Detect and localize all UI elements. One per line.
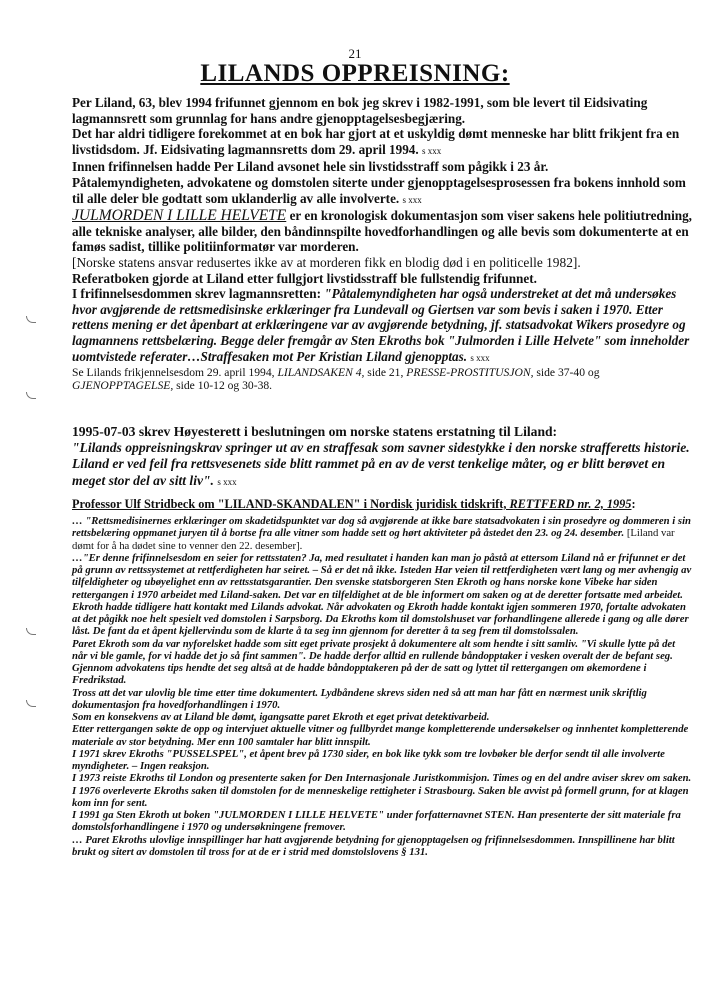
intro-paragraph-2-text: Det har aldri tidligere forekommet at en bok har gjort at et uskyldig dømt menneske har blitt frikjent fra en livstidsdom. Jf. Eidsivating lagmannsretts dom 29. april 1994. <box>72 126 680 157</box>
source-marker: s xxx <box>422 145 442 156</box>
ref-title-2: PRESSE-PROSTITUSJON, <box>406 366 534 380</box>
heading-colon: : <box>631 497 636 511</box>
stridbeck-heading <box>72 497 692 512</box>
verdict-intro: I frifinnelsesdommen skrev lagmannsretten: <box>72 286 325 302</box>
ref-text: side 37-40 og <box>533 366 600 380</box>
intro-paragraph-7 <box>72 286 692 366</box>
stridbeck-quote-7: I 1971 skrev Ekroths "PUSSELSPEL", et åpent brev på 1730 sider, en bok like tykk som tre lovbøker ble derfor sendt til alle involverte myndigheter. – Ingen reaksjon. <box>72 747 665 772</box>
binding-hole-mark <box>26 628 36 635</box>
bracket-note: [Norske statens ansvar redusertes ikke av at morderen fikk en blodig død i en politicelle 1982]. <box>72 254 581 270</box>
source-marker: s xxx <box>470 352 490 363</box>
stridbeck-quote-9: I 1976 overleverte Ekroths saken til domstolen for de menneskelige rettigheter i Strasbourg. Saken ble avvist på formell grunn, for at klagen kom inn for sent. <box>72 784 689 809</box>
intro-paragraph-2 <box>72 126 692 159</box>
stridbeck-quote-11: … Paret Ekroths ulovlige innspillinger har hatt avgjørende betydning for gjenopptagelsen og frifinnelsesdommen. Innspillinene har blitt brukt og sitert av domstolen til tross for at de er i strid med domstolslovens § 131. <box>72 833 675 858</box>
journal-title: RETTFERD nr. 2, 1995 <box>509 497 632 511</box>
source-marker: s xxx <box>217 476 237 487</box>
intro-paragraph-4-text: Påtalemyndigheten, advokatene og domstolen siterte under gjenopptagelsesprosessen fra bokens innhold som til alle deler ble godtatt som uklanderlig av alle involverte. <box>72 174 686 206</box>
hoyesterett-section <box>72 424 692 490</box>
quote-text: … "Rettsmedisinernes erklæringer om skadetidspunktet var dog så avgjørende at ikke bare statsadvokaten i sin prosedyre og dommeren i sin rettsbelæring oppmanet juryen til å bortse fra alle vitner som hadde sett og hørt aktiviteter på åstedet den 23. og 24. desember. <box>72 515 691 540</box>
hoyesterett-line: 1995-07-03 skrev Høyesterett i beslutningen om norske statens erstatning til Liland: <box>72 424 558 439</box>
hoyesterett-quote-paragraph <box>72 440 692 490</box>
intro-paragraph-3: Innen frifinnelsen hadde Per Liland avsonet hele sin livstidsstraff som pågikk i 23 år. <box>72 159 549 175</box>
intro-paragraph-4 <box>72 175 692 208</box>
quote-bracket: [Liland var dømt for å ha dødet sine to venner den 22. desember]. <box>72 527 675 552</box>
stridbeck-quote-3: Paret Ekroth som da var nyforelsket hadde som sitt eget private prosjekt å dokumentere alt som hendte i sitt samliv. "Vi skulle lytte på det når vi ble gamle, for vi hadde det jo så fint sammen". De hadde derfor alltid en rullende båndopptaker i vesken overalt der de befant seg. Gjennom advokatens tips hendte det seg altså at de hadde båndopptakeren på der de satt og lyttet til rettergangen om økemordene i Fredrikstad. <box>72 637 676 687</box>
stridbeck-quote-1 <box>72 515 692 552</box>
stridbeck-quote-10: I 1991 ga Sten Ekroth ut boken "JULMORDEN I LILLE HELVETE" under forfatternavnet STEN. Han presenterte der sitt materiale fra domstolsforhandlingene i 1970 og undersøkningene fremover. <box>72 809 681 834</box>
intro-paragraph-5-text: er en kronologisk dokumentasjon som viser sakens hele politiutredning, alle tekniske analyser, alle bilder, den båndinnspilte hovedforhandlingen og alle bevis som dokumenterte at en famøs sadist, tillike politiinformatør var morderen. <box>72 208 692 255</box>
stridbeck-quote-5: Som en konsekvens av at Liland ble dømt, igangsatte paret Ekroth et eget privat detektivarbeid. <box>72 711 490 723</box>
stridbeck-quote-8: I 1973 reiste Ekroths til London og presenterte saken for Den Internasjonale Juristkommisjon. Times og en del andre aviser skrev om saken. <box>72 772 692 785</box>
intro-paragraph-6: Referatboken gjorde at Liland etter fullgjort livstidsstraff ble fullstendig frifunnet. <box>72 270 537 286</box>
stridbeck-quote-6: Etter rettergangen søkte de opp og intervjuet aktuelle vitner og fullbyrdet mange kompletterende undersøkelser og innhentet kompletterende materiale av stor betydning. Mer enn 100 samtaler har blitt innspilt. <box>72 723 689 748</box>
ref-text: Se Lilands frikjennelsesdom 29. april 1994, <box>72 366 278 380</box>
binding-hole-mark <box>26 700 36 707</box>
hoyesterett-quote: "Lilands oppreisningskrav springer ut av en straffesak som savner sidestykke i den norske strafferetts historie. Liland er ved feil fra rettsvesenets side blitt rammet på en av de verst tenkelige måter, og er blitt berøvet en meget stor del av sitt liv". <box>72 440 690 488</box>
intro-section <box>72 95 692 393</box>
ref-title-1: LILANDSAKEN 4, <box>277 366 365 380</box>
reference-line <box>72 366 692 393</box>
page-title: LILANDS OPPREISNING: <box>200 60 510 87</box>
stridbeck-heading-text: Professor Ulf Stridbeck om "LILAND-SKANDALEN" i Nordisk juridisk tidskrift, <box>72 497 510 511</box>
stridbeck-quote-4: Tross att det var ulovlig ble time etter time dokumentert. Lydbåndene skrevs siden ned så att man har fått en nærmest unik skriftlig dokumentasjon fra hovedforhandlingen i 1970. <box>72 686 647 711</box>
intro-paragraph-1: Per Liland, 63, blev 1994 frifunnet gjennom en bok jeg skrev i 1982-1991, som ble levert til Eidsivating lagmannsrett som grunnlag for hans andre gjenopptagelsesbegjæring. <box>72 95 648 126</box>
ref-text: side 21, <box>364 366 407 380</box>
source-marker: s xxx <box>402 194 422 205</box>
verdict-quote: "Påtalemyndigheten har også understreket at det må undersøkes hvor avgjørende de rettsmedisinske erklæringer fra Lundevall og Giertsen var som bevis i saken i 1970. Etter rettens mening er det åpenbart at erklæringene var av avgjørende betydning, jf. statsadvokat Wikers prosedyre og lagmannens rettsbelæring. Begge deler fremgår av Sten Ekroths bok "Julmorden i Lille Helvete" som inneholder uomtvistede referater…Straffesaken mot Per Kristian Liland gjenopptas. <box>72 286 690 364</box>
ref-text: side 10-12 og 30-38. <box>173 379 273 393</box>
binding-hole-mark <box>26 316 36 323</box>
intro-paragraph-5 <box>72 208 692 255</box>
ref-title-3: GJENOPPTAGELSE, <box>72 379 174 393</box>
stridbeck-section <box>72 515 692 858</box>
stridbeck-quote-2: …"Er denne frifinnelsesdom en seier for rettsstaten? Ja, med resultatet i handen kan man jo påstå at ettersom Liland nå er frifunnet er det på grunn av rettssystemet at rettferdigheten har seiret. – Så er det nå ikke. Isteden Har veien til rettferdigheten vært lang og mer avhengig av tilfeldigheter og ubøyelighet enn av rettsstatsgarantier. Den svenske statsborgeren Sten Ekroth og hans norske kone Vibeke har siden rettergangen i 1970 arbeidet med Liland-saken. Det var en tilfeldighet at de ble informert om saken og at de deretter fortsatte med arbeidet. Ekroth hadde tidligere hatt kontakt med Lilands advokat. Når advokaten og Ekroth hadde kontakt igjen sommeren 1970, fortalte advokaten at det pågikk noe helt spesielt ved domstolen i Sarpsborg. Da Ekroths kom til domstolshuset var forhandlingene allerede i gang og alle dører låst. De fant da et åpent kjellervindu som de klarte å ta seg inn gjennom for deretter å ta seg frem til domstolssalen. <box>72 551 692 638</box>
page-number: 21 <box>348 46 362 61</box>
book-title: JULMORDEN I LILLE HELVETE <box>72 207 287 225</box>
binding-hole-mark <box>26 392 36 399</box>
